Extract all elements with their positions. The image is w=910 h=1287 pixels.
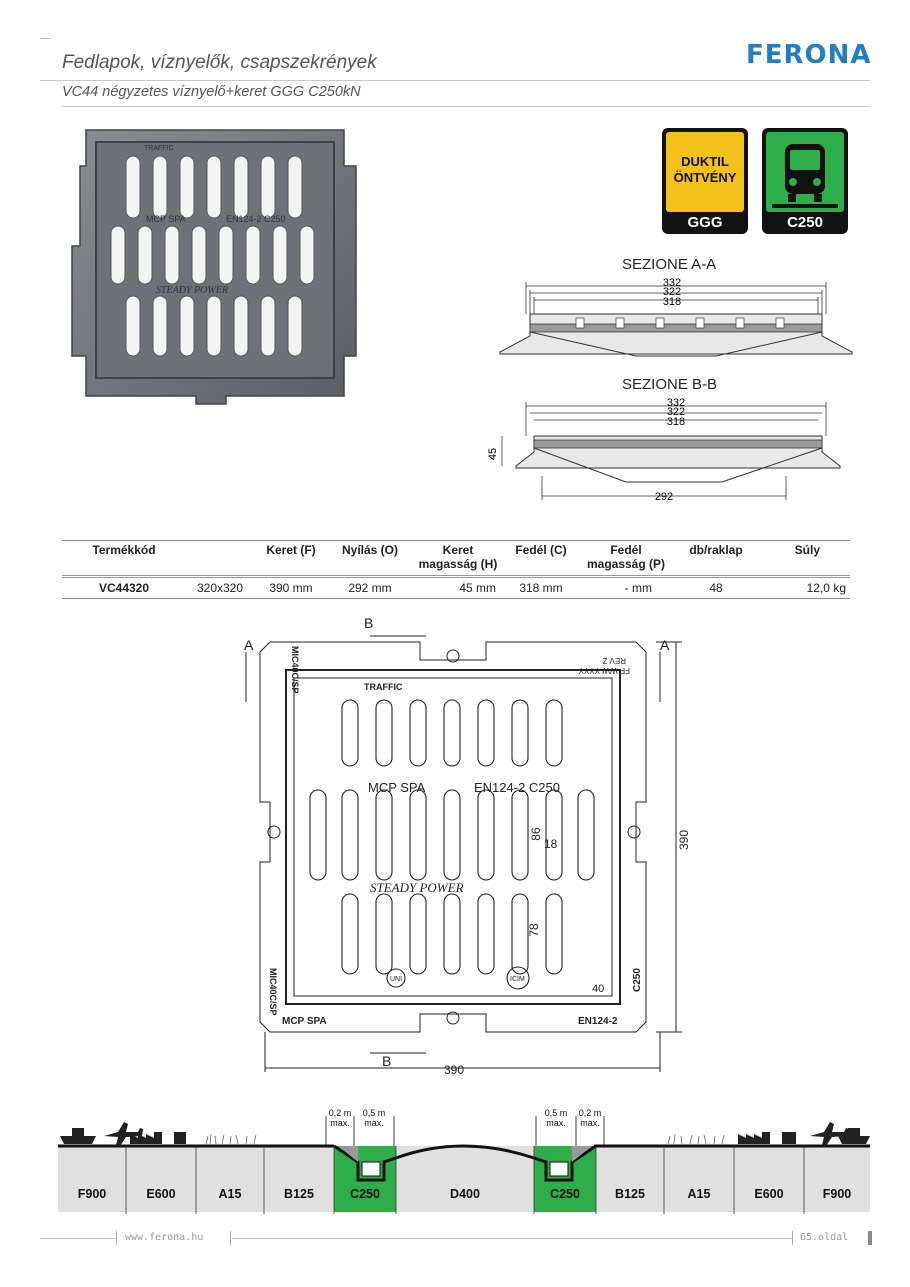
- grate-photo: [66, 126, 366, 406]
- class-label: E600: [146, 1187, 176, 1201]
- mcp-bottom-label: MCP SPA: [282, 1016, 327, 1027]
- table-cell: 12,0 kg: [806, 581, 846, 595]
- section-a-dim-3: 318: [662, 296, 682, 308]
- grate-top-view-drawing: [230, 612, 700, 1082]
- en124-bottom-label: EN124-2: [578, 1016, 618, 1027]
- table-cell: 320x320: [196, 581, 244, 595]
- section-b-dim-3: 318: [666, 416, 686, 428]
- section-b-drawing: [486, 396, 856, 508]
- load-class-code: C250: [787, 214, 823, 231]
- traffic-label: TRAFFIC: [364, 682, 403, 692]
- ship-icon-right: [838, 1128, 870, 1144]
- class-label: F900: [77, 1187, 107, 1201]
- factory-icon-right: [738, 1132, 796, 1144]
- col-header: db/raklap: [689, 543, 743, 557]
- class-label: D400: [450, 1187, 480, 1201]
- section-b-marker-bottom: B: [382, 1053, 392, 1069]
- section-b-opening: 292: [654, 491, 674, 503]
- height-dimension: 390: [677, 829, 691, 851]
- col-header: Keret magasság (H): [418, 543, 498, 571]
- class-label: F900: [822, 1187, 852, 1201]
- footer-tick: [116, 1231, 117, 1245]
- class-label: E600: [754, 1187, 784, 1201]
- material-line1: DUKTIL: [681, 154, 729, 169]
- col-header: Nyílás (O): [341, 543, 398, 557]
- header-divider: [40, 80, 870, 81]
- load-class-diagram: [58, 1102, 872, 1218]
- steady-power-label: STEADY POWER: [370, 880, 464, 895]
- section-a-drawing: [496, 276, 856, 362]
- table-cell: VC44320: [98, 581, 150, 595]
- dim-left-2: 0,5 m: [362, 1108, 386, 1118]
- footer-divider-mid: [232, 1238, 792, 1239]
- slot-width-dim: 18: [544, 837, 558, 851]
- col-header: Fedél (C): [515, 543, 567, 557]
- class-label: B125: [615, 1187, 645, 1201]
- dim-right-2-max: max.: [580, 1118, 600, 1128]
- dim-right-1-max: max.: [546, 1118, 566, 1128]
- dim-left-1: 0,2 m: [328, 1108, 352, 1118]
- photo-en-text: EN124-2 C250: [226, 214, 286, 224]
- photo-steady-text: STEADY POWER: [156, 285, 228, 296]
- table-cell: 45 mm: [459, 581, 496, 595]
- material-badge-body: [666, 132, 744, 212]
- section-a-dim-2: 322: [662, 286, 682, 298]
- c250-side-label: C250: [632, 968, 643, 992]
- material-badge: [662, 128, 748, 234]
- icim-label: ICIM: [510, 976, 525, 983]
- footer-url-link[interactable]: www.ferona.hu: [125, 1232, 204, 1243]
- ff-label: FF-WW-YYYY: [578, 666, 630, 675]
- section-b-dim-1: 332: [666, 397, 686, 409]
- forty-label: 40: [592, 983, 605, 995]
- footer-tick: [792, 1231, 793, 1245]
- dim-left-2-max: max.: [364, 1118, 384, 1128]
- ship-icon: [60, 1128, 96, 1144]
- footer-tick: [230, 1231, 231, 1245]
- table-cell: 390 mm: [269, 581, 313, 595]
- photo-traffic-text: TRAFFIC: [144, 145, 174, 152]
- load-class-badge: [762, 128, 848, 234]
- page-number: 65.oldal: [800, 1232, 849, 1243]
- mcp-label: MCP SPA: [368, 780, 426, 795]
- col-header: Keret (F): [266, 543, 316, 557]
- slot-height-dim-1: 86: [529, 827, 543, 841]
- table-cell: 318 mm: [519, 581, 563, 595]
- grass-decoration: [206, 1134, 724, 1144]
- uni-label: UNI: [390, 976, 403, 983]
- section-b-height: 45: [487, 447, 499, 461]
- section-a-marker-left: A: [244, 637, 254, 653]
- section-a-marker-right: A: [660, 637, 670, 653]
- material-line2: ÖNTVÉNY: [673, 170, 737, 185]
- class-label: A15: [687, 1187, 711, 1201]
- dim-right-2: 0,2 m: [578, 1108, 602, 1118]
- col-header: [186, 541, 254, 577]
- subtitle-divider: [62, 106, 870, 107]
- section-b-title: SEZIONE B-B: [622, 376, 718, 393]
- table-cell: 292 mm: [348, 581, 392, 595]
- rev-label: REV Z: [602, 656, 626, 665]
- col-header: Termékkód: [92, 543, 156, 557]
- spec-table: [62, 540, 850, 599]
- dim-left-1-max: max.: [330, 1118, 350, 1128]
- section-b-dim-2: 322: [666, 406, 686, 418]
- footer-divider-left: [40, 1238, 116, 1239]
- page-subtitle: VC44 négyzetes víznyelő+keret GGG C250kN: [62, 84, 361, 100]
- section-a-title: SEZIONE A-A: [622, 256, 717, 273]
- mic-left-label: MIC40C/SP: [268, 968, 278, 1016]
- mic-top-label: MIC40C/SP: [290, 646, 300, 694]
- page-title: Fedlapok, víznyelők, csapszekrények: [62, 52, 377, 73]
- dim-right-1: 0,5 m: [544, 1108, 568, 1118]
- section-b-marker-top: B: [364, 615, 374, 631]
- class-label: C250: [350, 1187, 380, 1201]
- slot-height-dim-2: 78: [527, 923, 541, 937]
- load-class-badge-body: [766, 132, 844, 212]
- en124-label: EN124-2 C250: [474, 780, 560, 795]
- header-tick: [40, 38, 50, 39]
- table-cell: 48: [709, 581, 723, 595]
- section-a-dim-1: 332: [662, 277, 682, 289]
- table-cell: - mm: [624, 581, 652, 595]
- col-header: Fedél magasság (P): [586, 543, 666, 571]
- bus-icon: [766, 132, 844, 212]
- table-row: [62, 577, 850, 599]
- class-label: A15: [218, 1187, 242, 1201]
- col-header: Súly: [794, 543, 820, 557]
- class-label: B125: [284, 1187, 314, 1201]
- spec-header-row: [62, 541, 850, 577]
- material-code: GGG: [687, 214, 723, 231]
- width-dimension: 390: [443, 1063, 465, 1077]
- photo-mcp-text: MCP SPA: [146, 214, 186, 224]
- footer-marker: [868, 1231, 872, 1245]
- class-label: C250: [550, 1187, 580, 1201]
- ferona-logo: FERONA: [746, 40, 872, 70]
